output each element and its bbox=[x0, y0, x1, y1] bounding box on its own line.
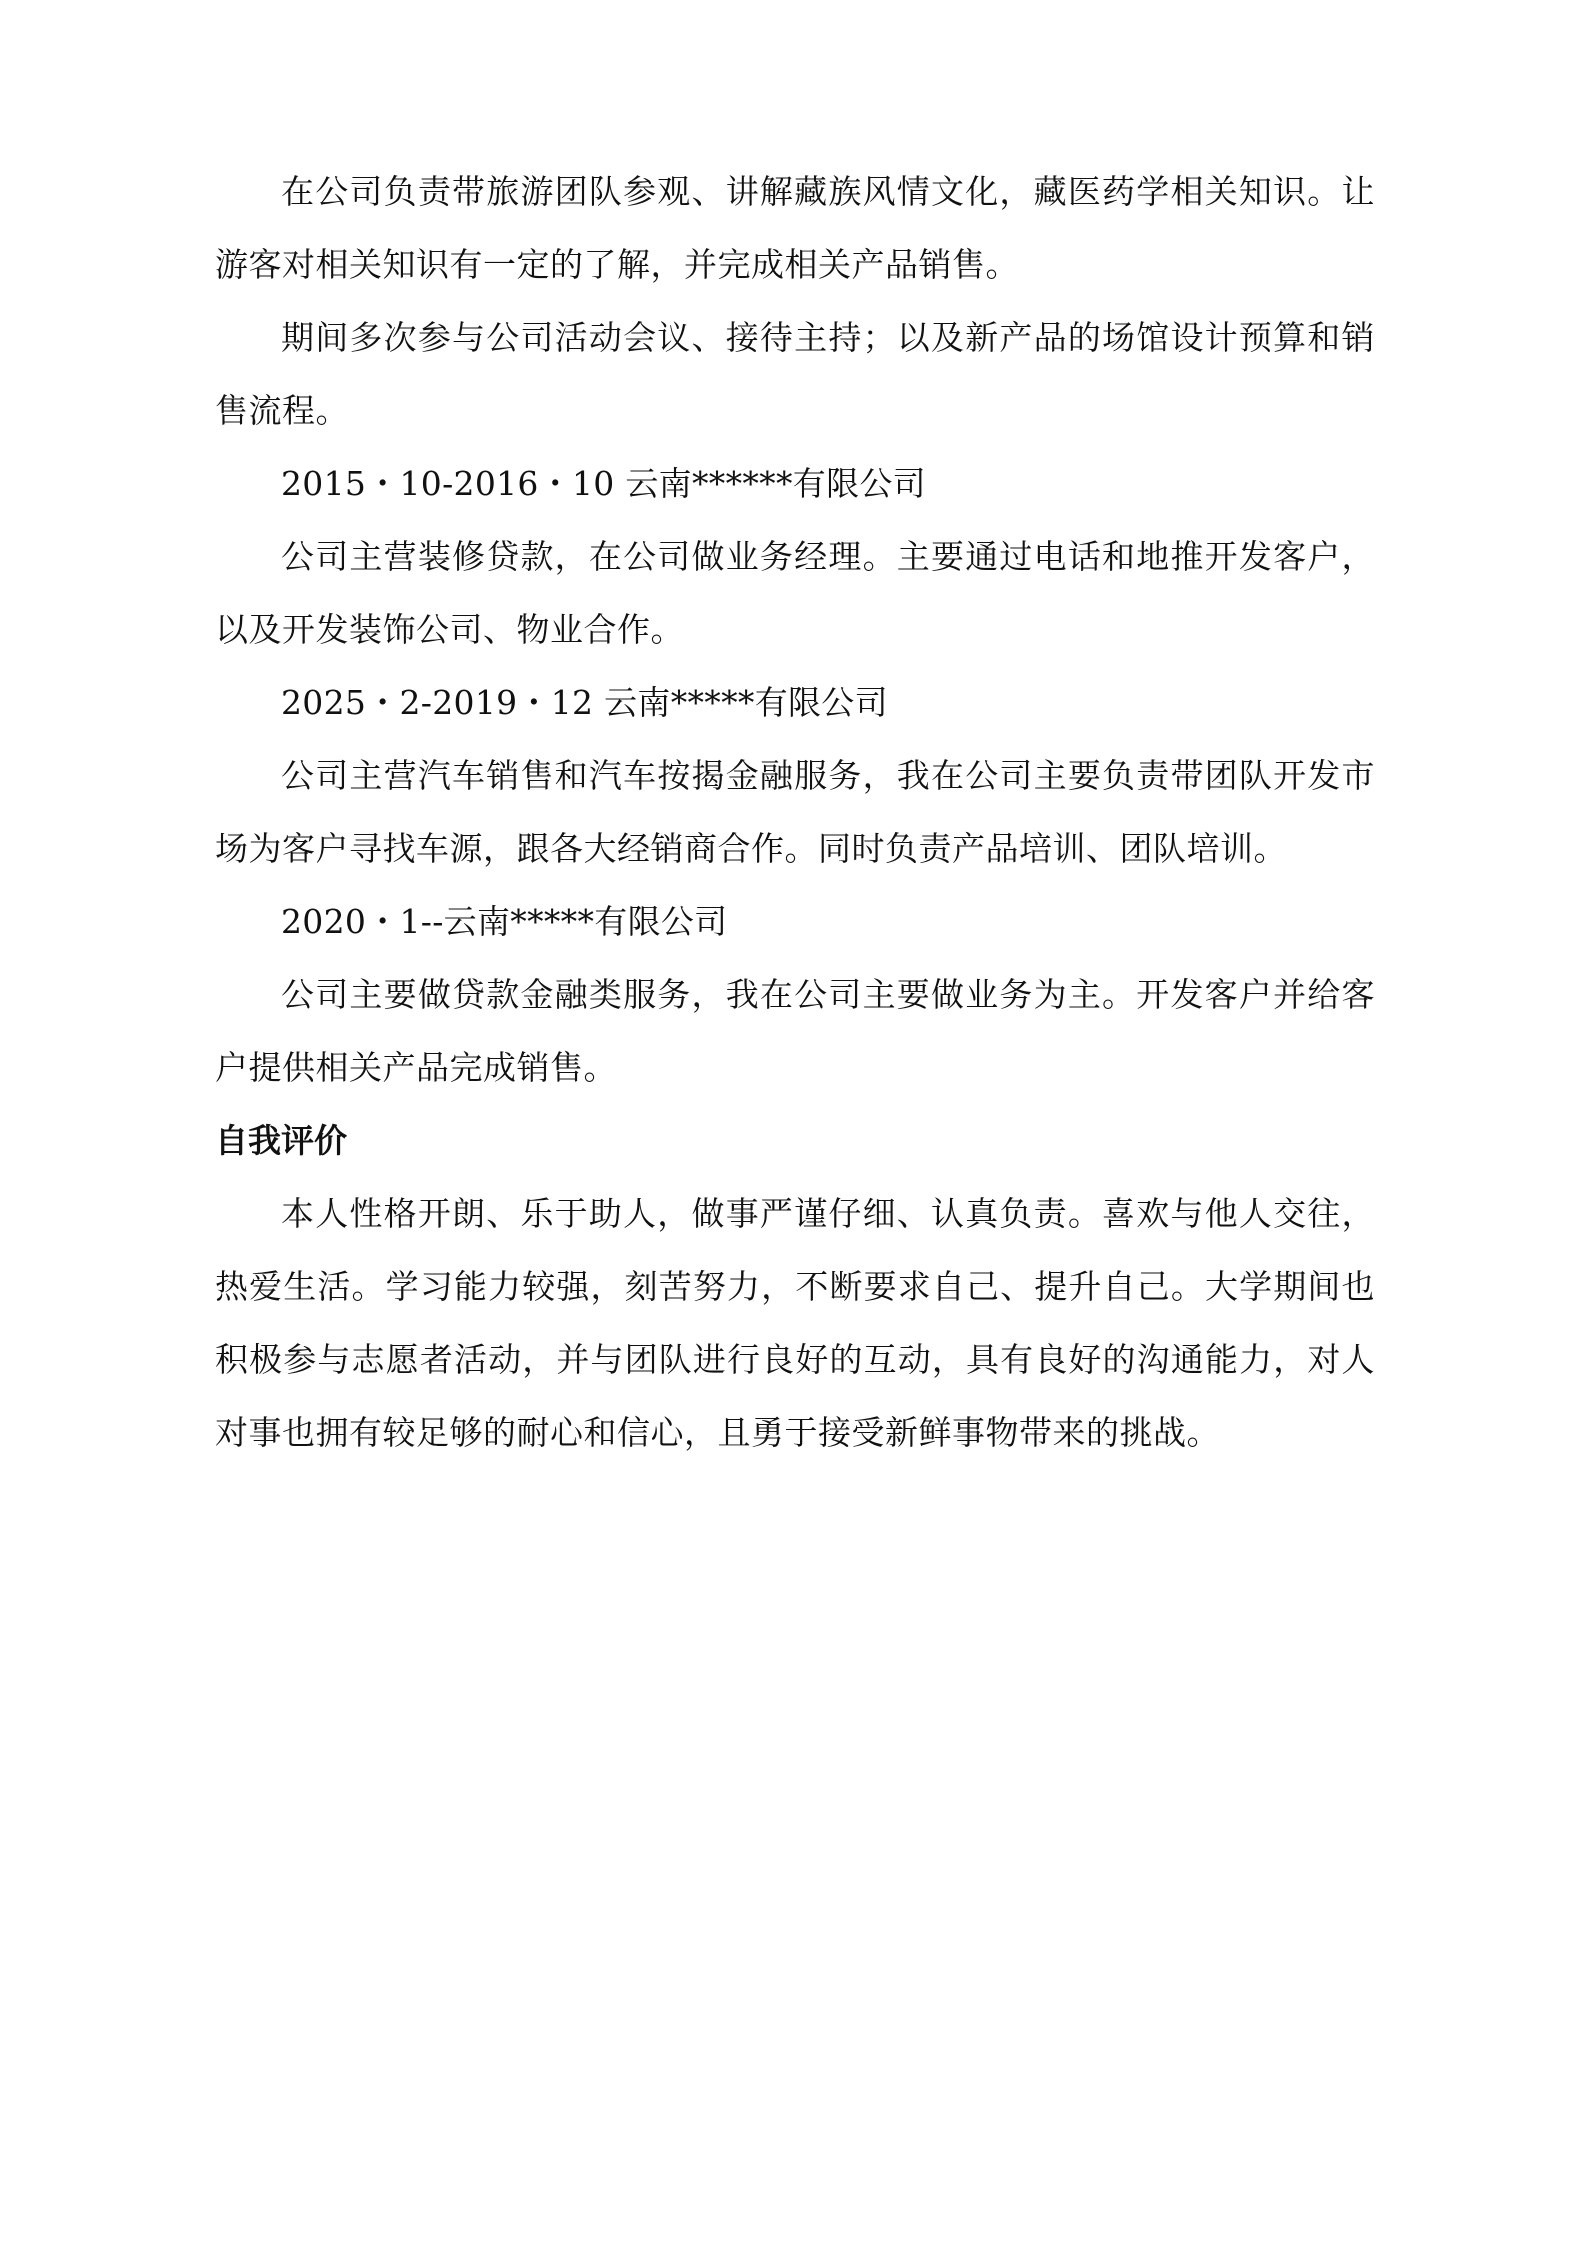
job-title: 2025・2-2019・12 云南*****有限公司 bbox=[281, 683, 888, 722]
resume-page bbox=[215, 155, 1375, 1469]
experience-paragraph: 在公司负责带旅游团队参观、讲解藏族风情文化，藏医药学相关知识。让游客对相关知识有一定的了解，并完成相关产品销售。 bbox=[215, 172, 1375, 284]
job-description: 公司主营汽车销售和汽车按揭金融服务，我在公司主要负责带团队开发市场为客户寻找车源，跟各大经销商合作。同时负责产品培训、团队培训。 bbox=[215, 756, 1375, 868]
section-heading-self-evaluation: 自我评价 bbox=[215, 1121, 347, 1160]
job-title: 2015・10-2016・10 云南******有限公司 bbox=[281, 464, 926, 503]
job-description: 公司主营装修贷款，在公司做业务经理。主要通过电话和地推开发客户，以及开发装饰公司、物业合作。 bbox=[215, 537, 1375, 649]
job-title: 2020・1--云南*****有限公司 bbox=[281, 902, 728, 941]
self-evaluation-paragraph: 本人性格开朗、乐于助人，做事严谨仔细、认真负责。喜欢与他人交往，热爱生活。学习能力较强，刻苦努力，不断要求自己、提升自己。大学期间也积极参与志愿者活动，并与团队进行良好的互动，具有良好的沟通能力，对人对事也拥有较足够的耐心和信心，且勇于接受新鲜事物带来的挑战。 bbox=[215, 1194, 1375, 1452]
job-description: 公司主要做贷款金融类服务，我在公司主要做业务为主。开发客户并给客户提供相关产品完成销售。 bbox=[215, 975, 1375, 1087]
experience-paragraph: 期间多次参与公司活动会议、接待主持；以及新产品的场馆设计预算和销售流程。 bbox=[215, 318, 1375, 430]
